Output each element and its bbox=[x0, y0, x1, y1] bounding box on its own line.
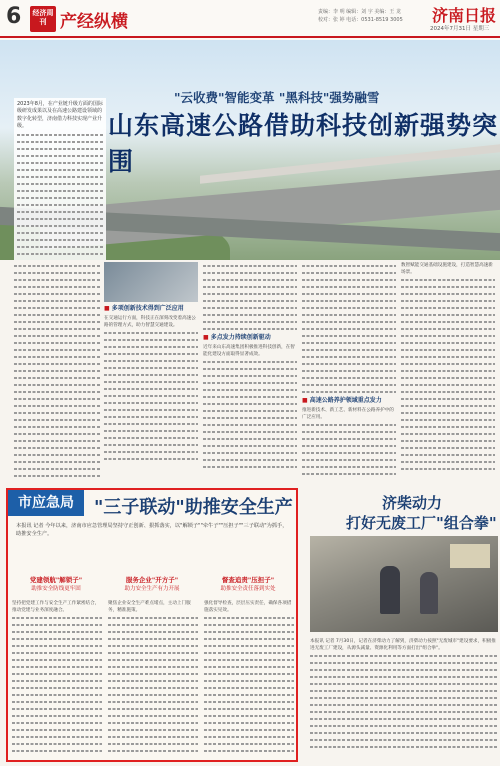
section-title: 产经纵横 bbox=[60, 12, 128, 32]
subsection-body-3 bbox=[204, 600, 294, 760]
article-column-1 bbox=[104, 262, 198, 488]
issue-date: 2024年7月31日 星期三 bbox=[430, 26, 490, 32]
right-article-body bbox=[310, 638, 498, 758]
hero-headline: 山东高速公路借助科技创新强势突围 bbox=[108, 111, 499, 176]
right-article bbox=[302, 488, 498, 764]
right-article-text: 本报讯 记者 7月30日，记者在济柴动力了解到，济柴动力按照"无废城市"建设要求，积极推进无废工厂建设，从源头减量、资源化利用等方面打出"组合拳"。 bbox=[310, 639, 496, 651]
feature-subsection-3 bbox=[204, 576, 292, 593]
subsection-desc: 助推安全防线更牢固 bbox=[31, 586, 81, 592]
hero-lead-column bbox=[14, 98, 106, 260]
column-heading: ■ 多点发力持续创新驱动 bbox=[203, 334, 297, 342]
page-number: 6 bbox=[6, 4, 22, 29]
article-column-4 bbox=[401, 262, 495, 488]
column-photo bbox=[104, 262, 198, 302]
subsection-body-1 bbox=[12, 600, 102, 760]
subsection-desc: 助力安全生产有力开展 bbox=[124, 586, 180, 592]
photo-person bbox=[380, 566, 400, 614]
feature-subsection-1 bbox=[12, 576, 100, 593]
feature-tag: 市应急局 bbox=[8, 490, 84, 516]
photo-person bbox=[420, 572, 438, 614]
right-article-title-line1: 济柴动力 bbox=[382, 494, 443, 512]
column-text: 近年来山东高速集团积极推进科技创新，在智能化建设方面取得显著成效。 bbox=[203, 345, 295, 357]
photo-sign bbox=[450, 544, 490, 568]
feature-article bbox=[6, 488, 298, 762]
right-article-photo bbox=[310, 536, 498, 632]
subsection-body-2 bbox=[108, 600, 198, 760]
column-text: 在交通运行方面，科技正在深刻改变着高速公路的管理方式，助力智慧交通建设。 bbox=[104, 316, 196, 328]
hero-image bbox=[0, 40, 500, 260]
masthead-info bbox=[318, 8, 438, 24]
right-article-title-line2: 打好无废工厂"组合拳" bbox=[346, 514, 497, 532]
column-text: 数智赋能交通基础设施建设，打造智慧高速新场景。 bbox=[401, 263, 493, 275]
hero-subheadline: "云收费"智能变革 "黑科技"强势融雪 bbox=[174, 90, 380, 105]
left-text-column bbox=[14, 262, 100, 484]
feature-subsection-2 bbox=[108, 576, 196, 593]
subsection-text: 强化督导检查，层层压实责任，确保各项措施落实见效。 bbox=[204, 601, 292, 613]
hero-lead-text: 2023年8月，在产业链升级方面的国际级研发成果以及在高速公路建设领域的数字化转型，济南借力科技实现产业升级。 bbox=[17, 101, 103, 130]
article-column-2 bbox=[203, 262, 297, 488]
feature-lead: 本报讯 记者 今年以来，济南市应急管理局坚持守正创新、狠抓落实，以"解锁子""牵牛子""压担子""三子联动"为抓手，助推安全生产。 bbox=[16, 523, 288, 537]
feature-title: "三子联动"助推安全生产 bbox=[94, 497, 293, 518]
newspaper-logo: 济南日报 bbox=[432, 6, 497, 25]
subsection-heading: 党建领航"解锁子" bbox=[29, 576, 83, 584]
subsection-text: 聚焦企业安全生产难点堵点，主动上门服务，精准施策。 bbox=[108, 601, 191, 613]
column-heading: ■ 多项创新技术得到广泛应用 bbox=[104, 305, 198, 313]
masthead-info-line2: 校对：张 婷 电话：0531-8519 3005 bbox=[318, 17, 403, 23]
article-columns bbox=[104, 262, 496, 488]
masthead bbox=[0, 0, 500, 40]
subsection-desc: 助推安全责任落到实处 bbox=[220, 586, 276, 592]
subsection-heading: 服务企业"开方子" bbox=[125, 576, 179, 584]
column-heading: ■ 高速公路养护领域重点发力 bbox=[302, 397, 396, 405]
masthead-info-line1: 责编：李 明 编辑：刘 宇 美编：王 龙 bbox=[318, 9, 401, 15]
column-text: 推进新技术、新工艺、新材料在公路养护中的广泛应用。 bbox=[302, 408, 394, 420]
subsection-text: 坚持把党建工作与安全生产工作紧密结合，推动党建与业务深度融合。 bbox=[12, 601, 100, 613]
section-badge: 经济周刊 bbox=[30, 6, 56, 32]
masthead-rule bbox=[0, 36, 500, 38]
subsection-heading: 督查追责"压担子" bbox=[221, 576, 275, 584]
article-column-3 bbox=[302, 262, 396, 488]
